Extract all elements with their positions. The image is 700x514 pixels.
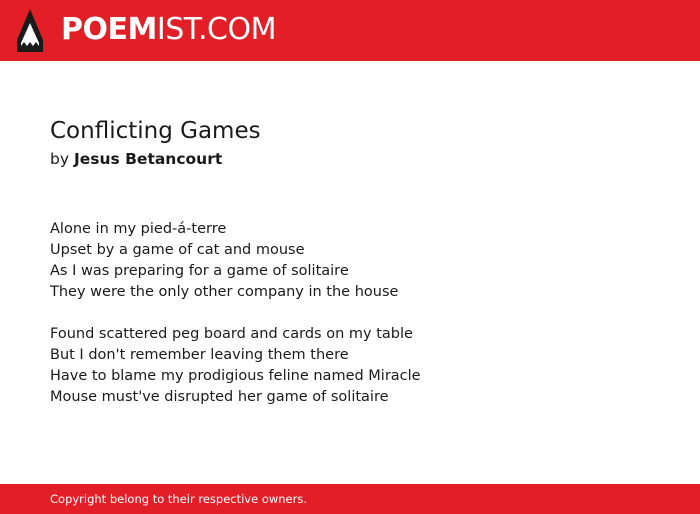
poem-stanza — [50, 324, 650, 408]
poem-author: Jesus Betancourt — [73, 150, 223, 168]
site-header — [0, 0, 700, 61]
poem-byline — [50, 148, 650, 170]
copyright-notice: Copyright belong to their respective owners. — [50, 492, 308, 506]
poem-title: Conflicting Games — [50, 118, 261, 144]
logo-wordmark — [61, 12, 276, 48]
site-footer — [0, 484, 700, 514]
poem-content — [50, 114, 650, 429]
poem-line: Alone in my pied-á-terre — [50, 221, 227, 237]
poem-line: Found scattered peg board and cards on my table — [50, 326, 413, 342]
poem-line: They were the only other company in the house — [50, 284, 399, 300]
pencil-icon — [17, 9, 43, 52]
byline-prefix: by — [50, 150, 70, 168]
poem-line: Mouse must've disrupted her game of solitaire — [50, 389, 389, 405]
poem-line: As I was preparing for a game of solitaire — [50, 263, 349, 279]
poem-line: Upset by a game of cat and mouse — [50, 242, 305, 258]
poem-line: But I don't remember leaving them there — [50, 347, 349, 363]
logo-wordmark-bold: POEM — [61, 12, 157, 47]
logo-wordmark-light: IST.COM — [156, 12, 276, 47]
poem-body — [50, 219, 650, 408]
poem-stanza — [50, 219, 650, 303]
poem-line: Have to blame my prodigious feline named Miracle — [50, 368, 421, 384]
